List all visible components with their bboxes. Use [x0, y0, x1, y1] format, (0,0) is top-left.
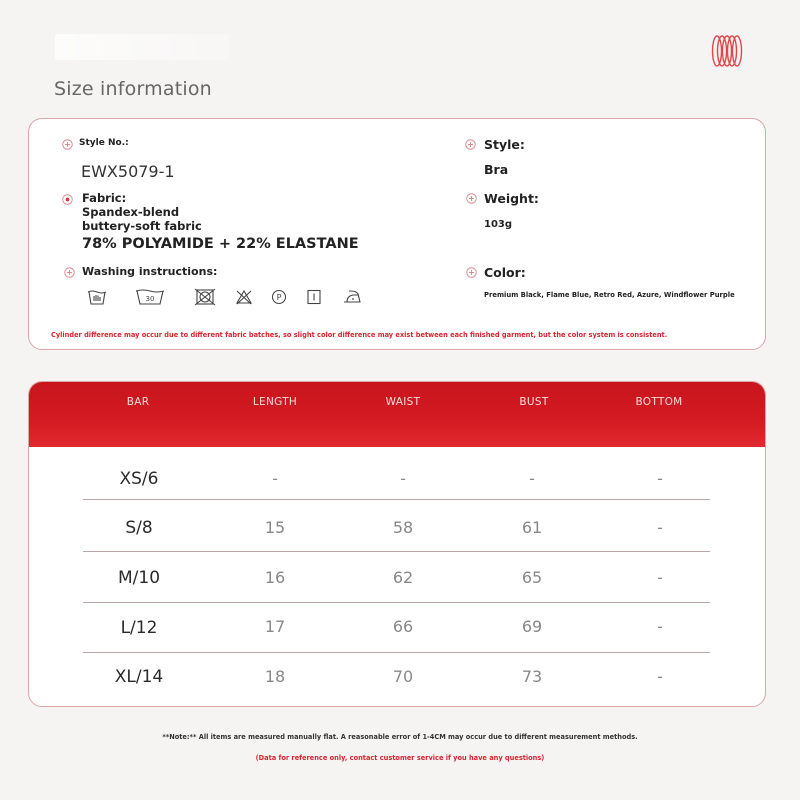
size-table-header [29, 382, 765, 447]
color-value: Premium Black, Flame Blue, Retro Red, Azure, Windflower Purple [484, 291, 735, 299]
table-cell-bust: 61 [521, 518, 543, 537]
table-cell-length: 15 [264, 518, 286, 537]
table-cell-bust: 65 [521, 568, 543, 587]
reference-note: (Data for reference only, contact customer service if you have any questions) [255, 754, 545, 762]
wash-30-icon [135, 288, 165, 306]
table-cell-bust: 73 [521, 667, 543, 686]
line-dry-icon [306, 289, 322, 305]
hand-wash-icon [87, 289, 107, 306]
iron-low-icon [342, 288, 362, 304]
plus-circle-icon [64, 267, 75, 278]
table-cell-length: 18 [264, 667, 286, 686]
table-cell-bottom: - [657, 518, 663, 537]
plus-circle-icon [466, 267, 477, 278]
table-cell-waist: 66 [392, 617, 414, 636]
plus-circle-icon [465, 139, 476, 150]
table-cell-waist: 58 [392, 518, 414, 537]
table-row-size: M/10 [117, 568, 161, 588]
table-cell-bust: 69 [521, 617, 543, 636]
product-info-card [28, 118, 766, 350]
style-value: Bra [484, 162, 509, 177]
no-bleach-icon [235, 289, 253, 305]
style-no-label: Style No.: [79, 138, 129, 148]
table-cell-bust: - [529, 469, 535, 488]
table-row-size: L/12 [120, 618, 158, 638]
fabric-label: Fabric: [82, 191, 127, 205]
header-waist: WAIST [385, 396, 421, 408]
color-label: Color: [484, 265, 526, 280]
header-length: LENGTH [252, 396, 298, 408]
row-divider [83, 652, 710, 653]
fabric-line-1: Spandex-blend [82, 205, 180, 219]
plus-circle-icon [62, 139, 73, 150]
plus-circle-icon [466, 193, 477, 204]
table-row-size: XS/6 [119, 469, 159, 489]
row-divider [83, 499, 710, 500]
dry-clean-letter: P [276, 293, 282, 302]
style-no-value: EWX5079-1 [81, 162, 175, 181]
row-divider [83, 602, 710, 603]
row-divider [83, 551, 710, 552]
dot-circle-icon [62, 194, 73, 205]
style-label: Style: [484, 137, 525, 152]
table-cell-waist: 62 [392, 568, 414, 587]
composition: 78% POLYAMIDE + 22% ELASTANE [82, 236, 359, 252]
table-cell-bottom: - [657, 469, 663, 488]
table-cell-length: - [272, 469, 278, 488]
weight-value: 103g [484, 219, 513, 230]
stacked-rings-logo-icon [708, 34, 744, 68]
table-cell-length: 17 [264, 617, 286, 636]
header-bar: BAR [126, 396, 150, 408]
faint-heading-bar [55, 34, 230, 60]
table-row-size: XL/14 [114, 667, 164, 687]
header-bottom: BOTTOM [635, 396, 683, 408]
washing-label: Washing instructions: [82, 265, 218, 278]
table-cell-length: 16 [264, 568, 286, 587]
table-cell-waist: 70 [392, 667, 414, 686]
table-cell-bottom: - [657, 568, 663, 587]
wash-temp-text: 30 [145, 295, 155, 303]
no-tumble-dry-icon [194, 288, 216, 306]
page-title: Size information [54, 78, 212, 100]
table-cell-bottom: - [657, 617, 663, 636]
color-disclaimer: Cylinder difference may occur due to different fabric batches, so slight color difference may exist between each finished garment, but the color system is consistent. [51, 331, 668, 339]
measurement-note: **Note:** All items are measured manually flat. A reasonable error of 1-4CM may occur due to different measurement methods. [162, 733, 638, 741]
dry-clean-p-icon [271, 289, 287, 305]
weight-label: Weight: [484, 191, 539, 206]
table-row-size: S/8 [125, 518, 153, 538]
size-table [28, 381, 766, 707]
fabric-line-2: buttery-soft fabric [82, 219, 202, 233]
table-cell-bottom: - [657, 667, 663, 686]
header-bust: BUST [519, 396, 549, 408]
table-cell-waist: - [400, 469, 406, 488]
